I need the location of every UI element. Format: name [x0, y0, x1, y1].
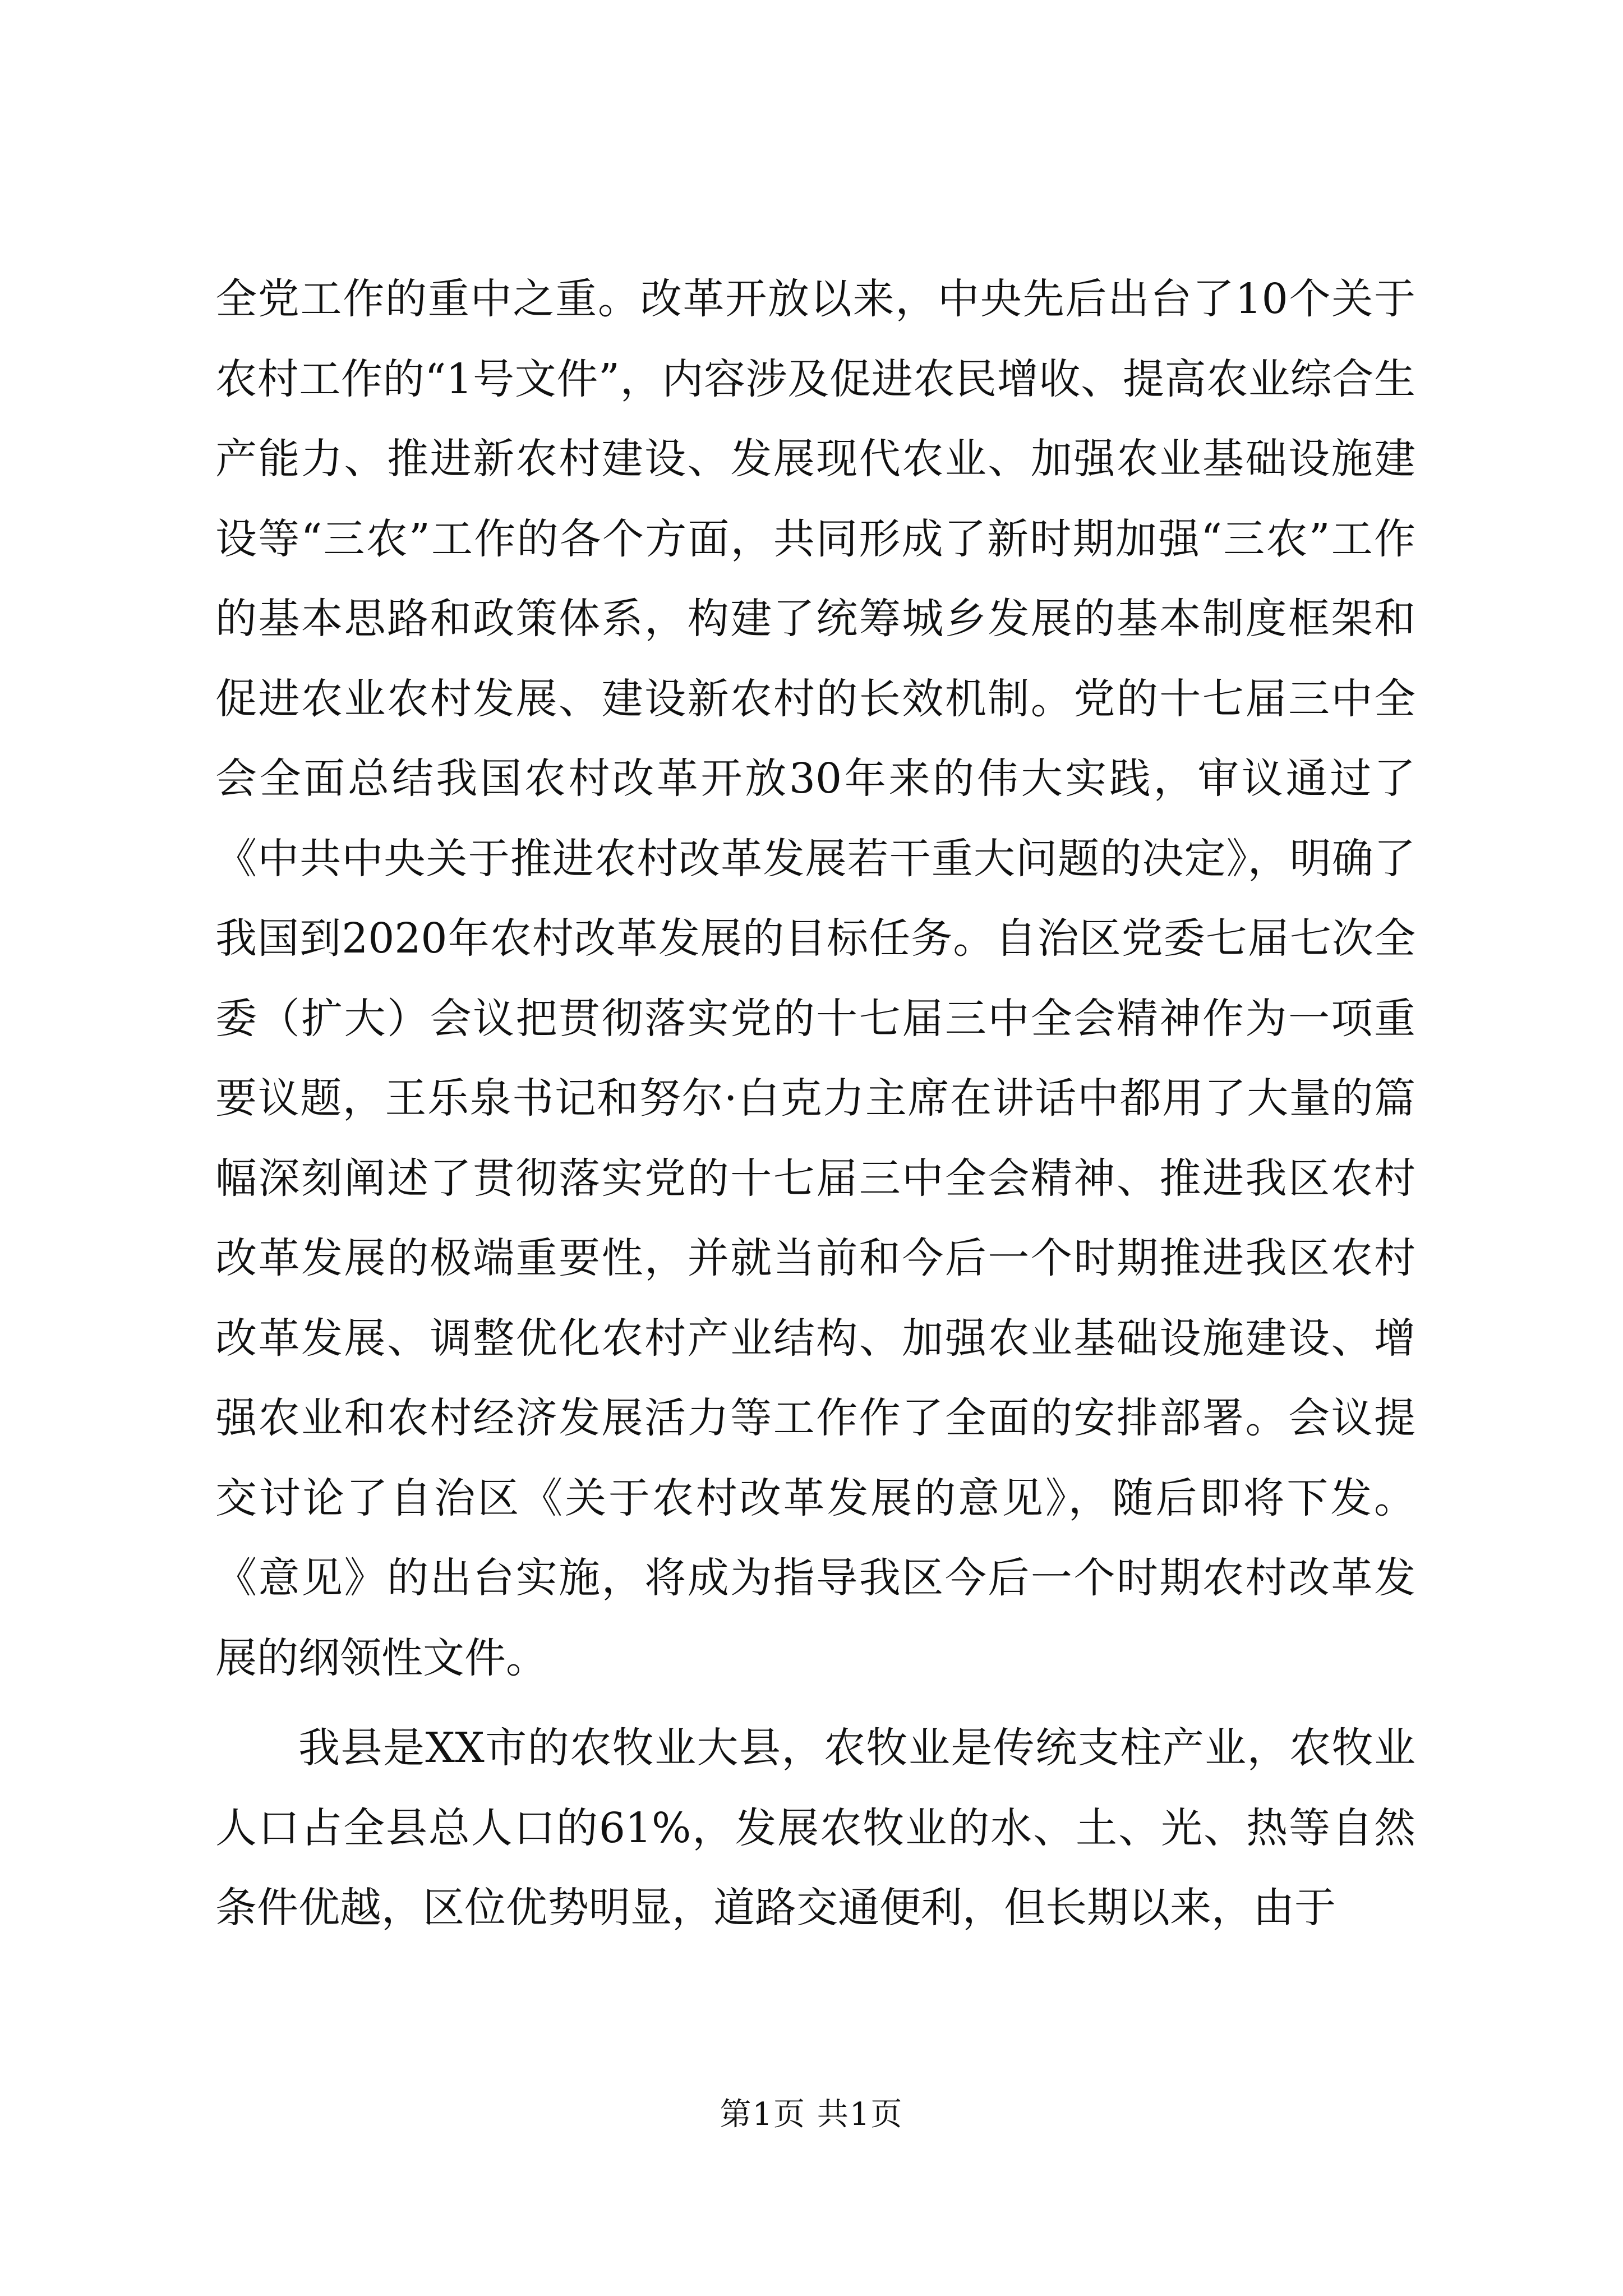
page-footer: 第1页 共1页 — [720, 2096, 903, 2133]
paragraph-2: 我县是XX市的农牧业大县，农牧业是传统支柱产业，农牧业人口占全县总人口的61%，发展农牧业的水、土、光、热等自然条件优越，区位优势明显，道路交通便利，但长期以来，由于 — [215, 1724, 1415, 1932]
document-body — [215, 259, 1415, 1948]
paragraph-1: 全党工作的重中之重。改革开放以来，中央先后出台了10个关于农村工作的“1号文件”，内容涉及促进农民增收、提高农业综合生产能力、推进新农村建设、发展现代农业、加强农业基础设施建设等“三农”工作的各个方面，共同形成了新时期加强“三农”工作的基本思路和政策体系，构建了统筹城乡发展的基本制度框架和促进农业农村发展、建设新农村的长效机制。党的十七届三中全会全面总结我国农村改革开放30年来的伟大实践，审议通过了《中共中央关于推进农村改革发展若干重大问题的决定》，明确了我国到2020年农村改革发展的目标任务。自治区党委七届七次全委（扩大）会议把贯彻落实党的十七届三中全会精神作为一项重要议题，王乐泉书记和努尔·白克力主席在讲话中都用了大量的篇幅深刻阐述了贯彻落实党的十七届三中全会精神、推进我区农村改革发展的极端重要性，并就当前和今后一个时期推进我区农村改革发展、调整优化农村产业结构、加强农业基础设施建设、增强农业和农村经济发展活力等工作作了全面的安排部署。会议提交讨论了自治区《关于农村改革发展的意见》，随后即将下发。《意见》的出台实施，将成为指导我区今后一个时期农村改革发展的纲领性文件。 — [215, 275, 1415, 1682]
